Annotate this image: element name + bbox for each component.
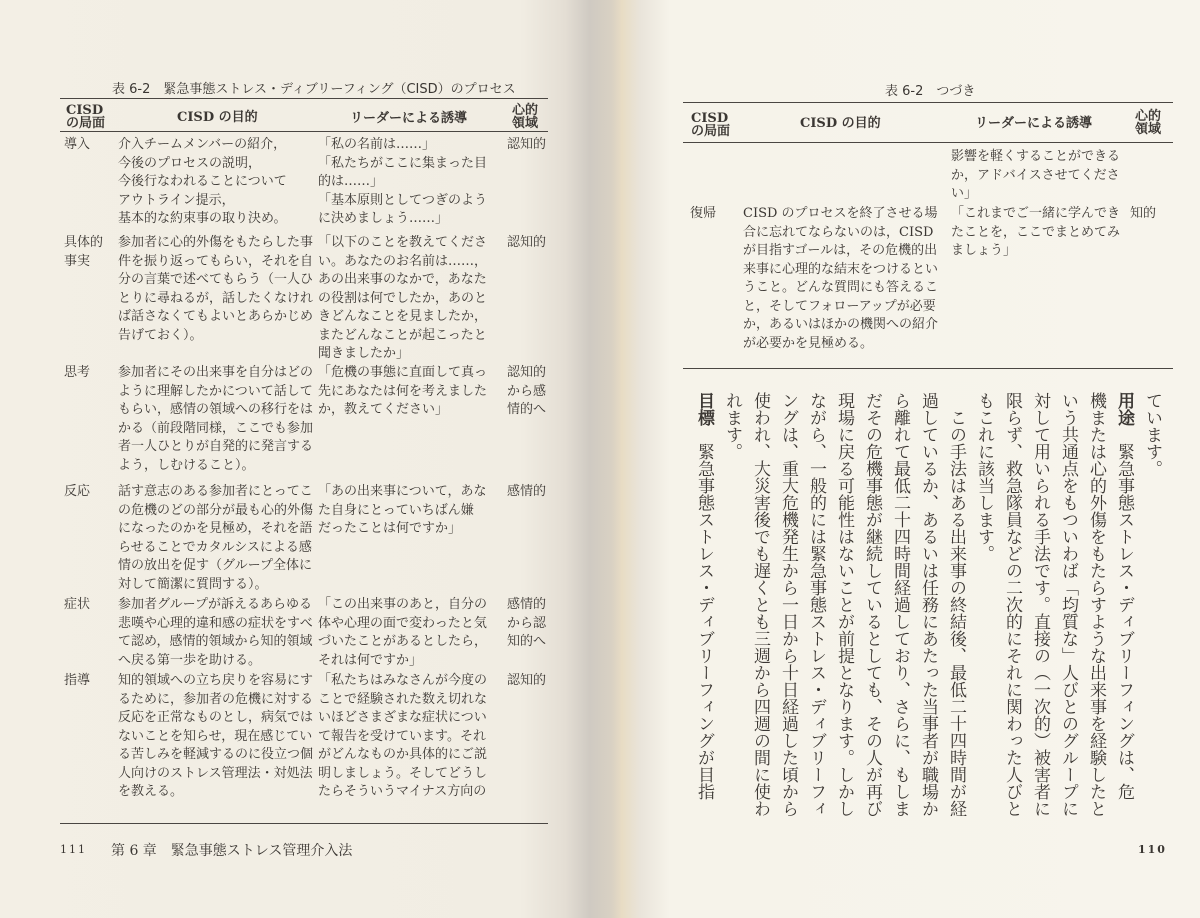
domain-cell (507, 672, 546, 691)
purpose-cell-line: うこと。どんな質問にも答えるこ (743, 280, 939, 295)
leader-cell (318, 136, 487, 229)
leader-cell-line: に決めましょう……」 (318, 211, 449, 226)
header-purpose: CISD の目的 (177, 110, 258, 125)
header-domain-line2: 領域 (512, 116, 539, 131)
leader-cell-line: 影響を軽くすることができる (951, 149, 1121, 164)
purpose-cell-line: 参加者グループが訴えるあらゆる (118, 597, 312, 612)
leader-cell-line: ましょう」 (951, 243, 1017, 258)
phase-cell-line: 指導 (64, 673, 91, 688)
table-header-rule (60, 131, 548, 132)
domain-cell (507, 364, 546, 420)
body-column-text: ながら、一般的には緊急事態ストレス・ディブリーフィ (806, 392, 826, 817)
body-column (1110, 392, 1138, 822)
domain-cell (507, 234, 546, 253)
domain-cell-line: 知的へ (507, 634, 547, 649)
leader-cell-line: がどんなものか具体的にご説 (318, 747, 488, 762)
body-column (942, 392, 970, 822)
purpose-cell-line: アウトライン提示， (118, 192, 235, 208)
domain-cell (507, 136, 546, 155)
purpose-cell-line: もらい，感情の領域への移行をは (118, 402, 314, 417)
purpose-cell-line: 参加者に心的外傷をもたらした事 (118, 235, 314, 250)
purpose-cell-line: 反応を正常なものとし，病気では (118, 710, 314, 725)
purpose-cell-line: へ戻る第一歩を助ける。 (118, 652, 262, 668)
leader-cell-line: 先にあなたは何を考えました (318, 383, 488, 399)
purpose-cell-line: かる（前段階同様，ここでも参加 (118, 420, 314, 436)
leader-cell (318, 672, 487, 802)
body-column-text: ら離れて最低二十四時間経過しており、さらに、もしま (890, 392, 910, 817)
body-column-text: この手法はある出来事の終結後、最低二十四時間が経 (946, 392, 966, 817)
purpose-cell-line: よう，しむけること）。 (118, 457, 255, 473)
purpose-cell-line: 今後行なわれることについて (118, 174, 287, 189)
purpose-cell-line: 対して簡潔に質問する）。 (118, 576, 268, 592)
phase-cell (64, 364, 90, 383)
table-header-rule (683, 142, 1173, 143)
phase-cell-line: 思考 (64, 365, 91, 380)
leader-cell-line: 「あの出来事について，あな (318, 484, 487, 499)
leader-cell (318, 234, 487, 364)
leader-cell (951, 148, 1120, 204)
purpose-cell-line: CISD のプロセスを終了させる場 (743, 206, 938, 221)
body-text-vertical (690, 392, 1166, 822)
phase-cell (690, 205, 716, 224)
body-column (1138, 392, 1166, 822)
leader-cell-line: またどんなことが起こったと (318, 327, 487, 343)
domain-cell-line: 認知的 (507, 137, 547, 152)
leader-cell-line: 「危機の事態に直面して真っ (318, 365, 488, 380)
header-phase (66, 104, 105, 130)
leader-cell-line: か，アドバイスさせてくださ (951, 167, 1120, 183)
body-column (802, 392, 830, 822)
leader-cell-line: 「私たちはみなさんが今度の (318, 673, 488, 688)
table-top-rule (683, 102, 1173, 103)
header-domain (512, 104, 538, 130)
domain-cell-line: 認知的 (507, 365, 547, 380)
body-column (1054, 392, 1082, 822)
leader-cell-line: きどんなことを見ましたか， (318, 309, 488, 324)
header-phase-line2: の局面 (66, 116, 106, 131)
phase-cell-line: 導入 (64, 137, 91, 152)
phase-cell-line: 復帰 (690, 206, 717, 221)
phase-cell (64, 234, 103, 271)
leader-cell-line: 「この出来事のあと，自分の (318, 597, 488, 612)
domain-cell (507, 483, 546, 502)
header-leader: リーダーによる誘導 (975, 116, 1093, 131)
body-column (1082, 392, 1110, 822)
leader-cell (318, 596, 487, 670)
leader-cell-line: の役割は何でしたか，あのと (318, 290, 488, 306)
body-column (858, 392, 886, 822)
body-column-text: 使われ、大災害後でも遅くとも三週から四週の間に使わ (750, 392, 770, 817)
phase-cell (64, 483, 90, 502)
body-column (690, 392, 718, 822)
table-title: 表 6-2 つづき (885, 84, 976, 99)
body-column-text: 対して用いられる手法です。直接の（一次的）被害者に (1030, 392, 1050, 817)
purpose-cell-line: るために，参加者の危機に対する (118, 691, 314, 707)
leader-cell-line: 「私の名前は……」 (318, 137, 436, 152)
purpose-cell (743, 205, 938, 353)
purpose-cell-line: 者一人ひとりが自発的に発言する (118, 439, 314, 454)
body-column-text: 現場に戻る可能性はないことが前提となります。しかし (834, 392, 854, 817)
body-column (718, 392, 746, 822)
body-column (830, 392, 858, 822)
purpose-cell (118, 364, 313, 475)
domain-cell-line: から認 (507, 615, 547, 631)
leader-cell-line: いほどさまざまな症状につい (318, 710, 487, 725)
domain-cell (1130, 205, 1156, 224)
body-column (1026, 392, 1054, 822)
purpose-cell-line: 人向けのストレス管理法・対処法 (118, 765, 313, 781)
body-column-text: 過しているか、あるいは任務にあたった当事者が職場か (918, 392, 938, 817)
purpose-cell (118, 672, 313, 802)
body-column-text: 機または心的外傷をもたらすような出来事を経験したと (1086, 392, 1106, 817)
purpose-cell-line: 参加者にその出来事を自分はどの (118, 365, 314, 380)
body-column (970, 392, 998, 822)
body-column-text: 緊急事態ストレス・ディブリーフィングが目指 (694, 426, 714, 800)
leader-cell-line: 「以下のことを教えてくださ (318, 235, 488, 250)
body-column (746, 392, 774, 822)
header-phase-line1: CISD (691, 111, 729, 126)
purpose-cell-line: か，あるいはほかの機関への紹介 (743, 317, 939, 332)
leader-cell-line: て報告を受けています。それ (318, 728, 486, 744)
domain-cell-line: 感情的 (507, 484, 547, 499)
purpose-cell-line: が必要かを見極める。 (743, 335, 874, 351)
header-leader: リーダーによる誘導 (350, 111, 468, 126)
purpose-cell-line: 基本的な約束事の取り決め。 (118, 211, 287, 226)
body-column-text: 限らず、救急隊員などの二次的にそれに関わった人びと (1002, 392, 1022, 817)
domain-cell-line: 感情的 (507, 597, 547, 612)
purpose-cell-line: とりに尋ねるが，話したくなけれ (118, 290, 314, 306)
leader-cell-line: あの出来事のなかで，あなた (318, 272, 487, 287)
phase-cell-line: 事実 (64, 253, 91, 269)
domain-cell-line: から感 (507, 383, 547, 399)
body-column-text: もこれに該当します。 (974, 392, 994, 562)
purpose-cell-line: 合に忘れてならないのは，CISD (743, 224, 934, 240)
body-column (886, 392, 914, 822)
purpose-cell-line: 悲嘆や心理的違和感の症状をすべ (118, 615, 313, 631)
body-column-text: れます。 (722, 392, 742, 460)
phase-cell-line: 反応 (64, 484, 91, 499)
purpose-cell-line: 知的領域への立ち戻りを容易にす (118, 673, 314, 688)
leader-cell-line: 「これまでご一緒に学んでき (951, 206, 1121, 221)
body-column (914, 392, 942, 822)
header-domain-line1: 心的 (1135, 109, 1162, 124)
domain-cell (507, 596, 546, 652)
purpose-cell-line: 今後のプロセスの説明， (118, 155, 262, 171)
body-column-text: ングは、重大危機発生から一日から十日経過した頃から (778, 392, 798, 817)
leader-cell-line: い」 (951, 186, 978, 201)
table-top-rule (60, 98, 548, 99)
header-purpose: CISD の目的 (800, 116, 881, 131)
purpose-cell (118, 483, 313, 594)
purpose-cell-line: ように理解したかについて話して (118, 383, 313, 399)
section-label: 用途 (1114, 392, 1134, 426)
body-column-text: だその危機事態が継続しているとしても、その人が再び (862, 392, 882, 817)
leader-cell-line: だったことは何ですか」 (318, 521, 462, 536)
leader-cell-line: 体や心理の面で変わったと気 (318, 615, 487, 631)
leader-cell-line: い。あなたのお名前は……， (318, 253, 488, 269)
body-column-text: 緊急事態ストレス・ディブリーフィングは、危 (1114, 426, 1134, 800)
header-domain-line1: 心的 (512, 103, 539, 118)
purpose-cell-line: を教える。 (118, 784, 184, 799)
domain-cell-line: 情的へ (507, 402, 547, 417)
header-phase (691, 112, 730, 138)
phase-cell (64, 596, 90, 615)
purpose-cell-line: 話す意志のある参加者にとってこ (118, 484, 313, 499)
purpose-cell-line: て認め，感情的領域から知的領域 (118, 634, 313, 649)
header-domain-line2: 領域 (1135, 122, 1162, 137)
leader-cell-line: 聞きましたか」 (318, 346, 410, 361)
purpose-cell-line: 告げておく）。 (118, 327, 203, 343)
domain-cell-line: 認知的 (507, 673, 547, 688)
purpose-cell-line: ないことを知らせ，現在感じてい (118, 728, 313, 744)
table-title: 表 6-2 緊急事態ストレス・ディブリーフィング（CISD）のプロセス (112, 82, 516, 97)
leader-cell-line: たことを，ここでまとめてみ (951, 224, 1121, 240)
phase-cell (64, 136, 90, 155)
purpose-cell-line: 介入チームメンバーの紹介， (118, 137, 287, 152)
phase-cell-line: 具体的 (64, 235, 104, 250)
purpose-cell (118, 596, 313, 670)
leader-cell-line: 「基本原則としてつぎのよう (318, 192, 488, 208)
header-phase-line1: CISD (66, 103, 104, 118)
purpose-cell-line: 来事に心理的な結末をつけるとい (743, 261, 939, 277)
leader-cell-line: たらそういうマイナス方向の (318, 784, 487, 799)
page-number: 110 (1138, 843, 1167, 856)
purpose-cell-line: 分の言葉で述べてもらう（一人ひ (118, 272, 314, 287)
domain-cell-line: 認知的 (507, 235, 547, 250)
leader-cell-line: づいたことがあるとしたら， (318, 634, 488, 649)
leader-cell (318, 483, 486, 539)
chapter-title: 第 6 章 緊急事態ストレス管理介入法 (111, 843, 353, 859)
phase-cell-line: 症状 (64, 597, 91, 612)
body-column (774, 392, 802, 822)
phase-cell (64, 672, 90, 691)
purpose-cell-line: 情の放出を促す（グループ全体に (118, 558, 312, 573)
purpose-cell-line: が目指すゴールは，その危機的出 (743, 243, 938, 258)
leader-cell-line: 「私たちがここに集まった目 (318, 155, 488, 171)
header-phase-line2: の局面 (691, 124, 731, 139)
body-column-text: ています。 (1142, 392, 1162, 477)
purpose-cell-line: の危機のどの部分が最も心的外傷 (118, 502, 314, 518)
purpose-cell-line: 件を振り返ってもらい，それを自 (118, 253, 314, 269)
leader-cell-line: ことで経験された数え切れな (318, 691, 488, 707)
purpose-cell-line: らせることでカタルシスによる感 (118, 539, 312, 555)
table-bottom-rule (60, 823, 548, 824)
purpose-cell (118, 234, 313, 345)
leader-cell (951, 205, 1120, 261)
purpose-cell-line: になったのかを見極め，それを語 (118, 521, 313, 536)
leader-cell-line: 明しましょう。そしてどうし (318, 765, 488, 781)
leader-cell-line: それは何ですか」 (318, 652, 423, 668)
page-number: 111 (60, 843, 87, 856)
section-label: 目標 (694, 392, 714, 426)
leader-cell-line: 的は……」 (318, 174, 384, 189)
table-bottom-rule (683, 368, 1173, 369)
purpose-cell-line: る苦しみを軽減するのに役立つ個 (118, 747, 314, 762)
purpose-cell (118, 136, 287, 229)
domain-cell-line: 知的 (1130, 206, 1157, 221)
header-domain (1135, 110, 1161, 136)
leader-cell-line: か，教えてください」 (318, 402, 449, 417)
body-column (998, 392, 1026, 822)
body-column-text: いう共通点をもついわば「均質な」人びとのグループに (1058, 392, 1078, 817)
purpose-cell-line: と，そしてフォローアップが必要 (743, 298, 936, 314)
leader-cell (318, 364, 487, 420)
leader-cell-line: た自身にとっていちばん嫌 (318, 502, 474, 518)
purpose-cell-line: ば話さなくてもよいとあらかじめ (118, 309, 314, 324)
